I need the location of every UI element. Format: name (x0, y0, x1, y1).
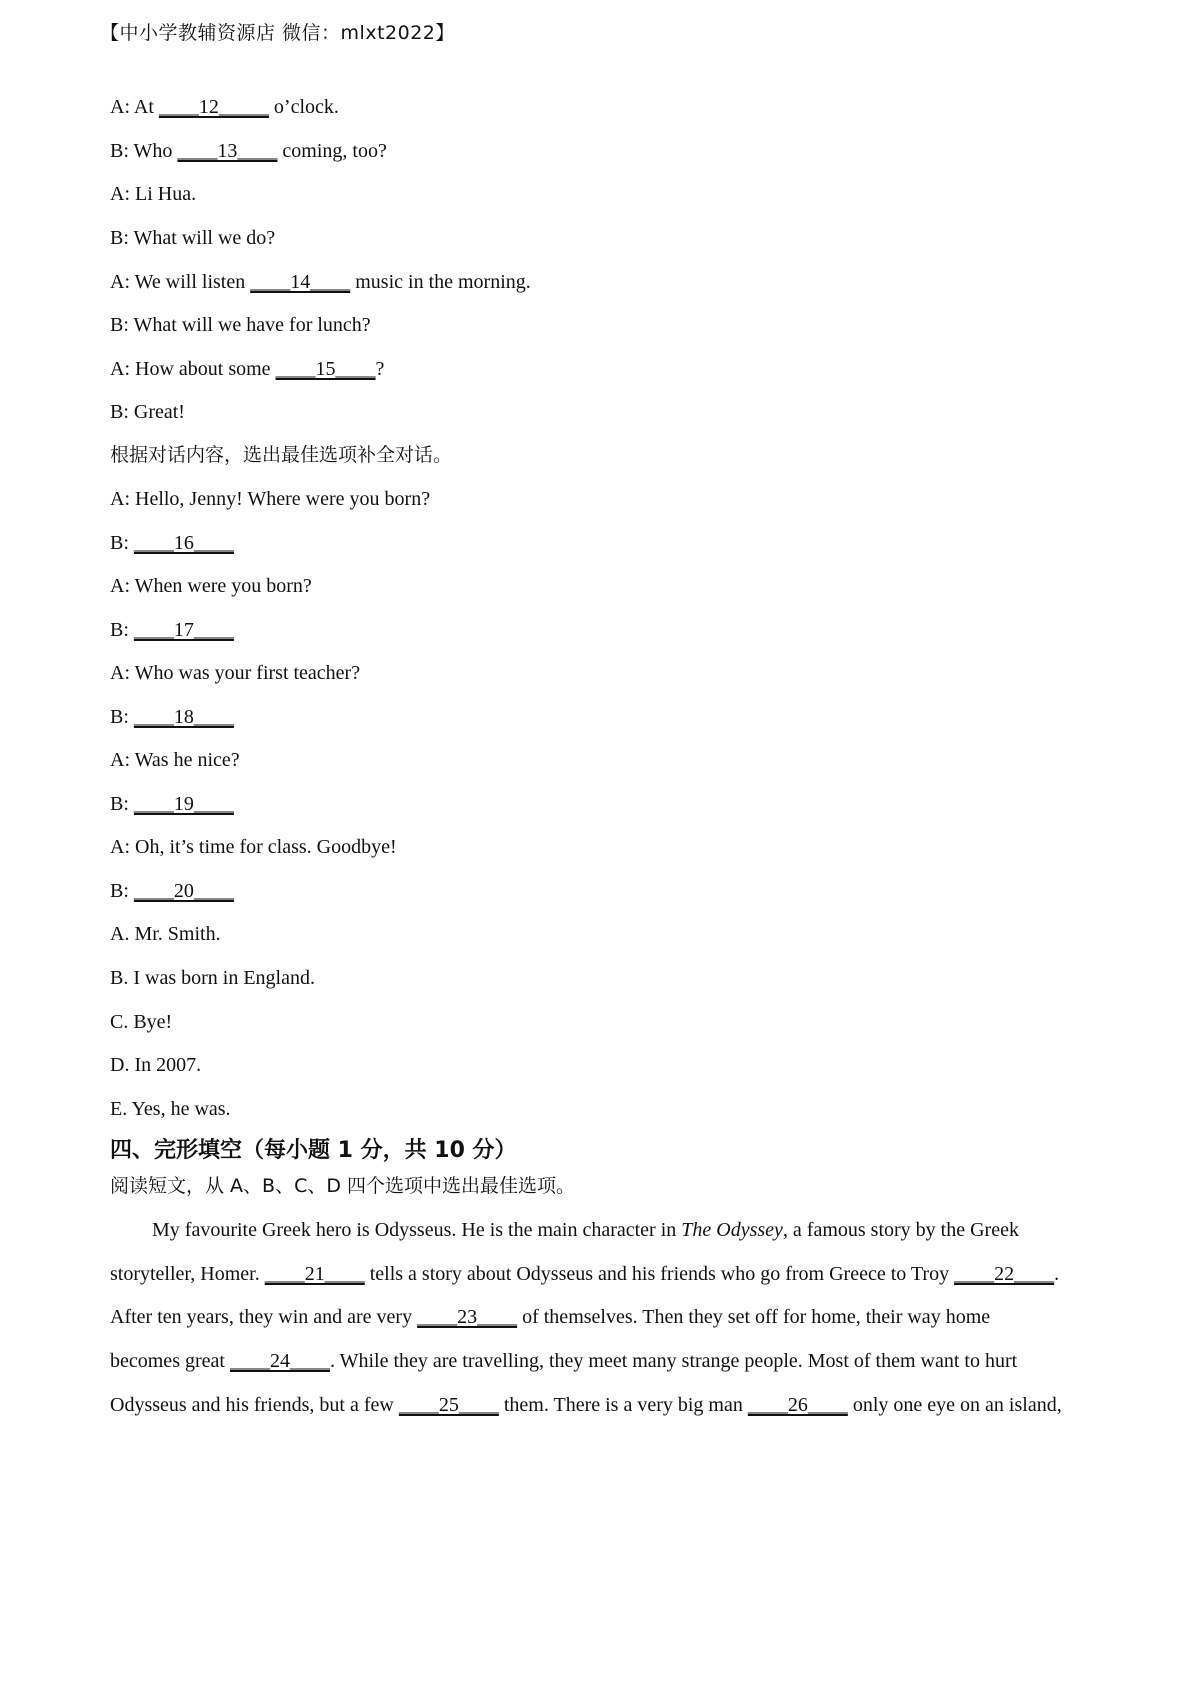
answer-blank: ____24____ (229, 1350, 330, 1372)
passage-text: of themselves. Then they set off for home, their way home (517, 1306, 991, 1328)
section-title: 四、完形填空（每小题 1 分，共 10 分） (110, 1138, 517, 1163)
answer-blank: ____25____ (398, 1394, 499, 1416)
passage-line (152, 1218, 1107, 1242)
answer-blank: ____15____ (275, 358, 376, 380)
instruction-text: 根据对话内容，选出最佳选项补全对话。 (110, 444, 453, 466)
answer-blank: ____18____ (133, 706, 234, 728)
dialogue-line (110, 182, 196, 206)
dialogue-line (110, 748, 240, 772)
line-text: coming, too? (277, 140, 387, 162)
option-item: A. Mr. Smith. (110, 923, 221, 945)
dialogue-line (110, 139, 387, 163)
line-text: A: Who was your first teacher? (110, 662, 361, 684)
option-item: E. Yes, he was. (110, 1098, 231, 1120)
passage-text: becomes great (110, 1350, 230, 1372)
line-text: A: At (110, 96, 159, 118)
dialogue-line (110, 357, 384, 381)
line-text: B: What will we do? (110, 227, 276, 249)
line-text: A: Hello, Jenny! Where were you born? (110, 488, 431, 510)
line-text: B: (110, 532, 134, 554)
line-text: B: Who (110, 140, 178, 162)
dialogue-line (110, 661, 360, 685)
passage-text: . While they are travelling, they meet many strange people. Most of them want to hurt (329, 1350, 1018, 1372)
dialogue-line (110, 226, 275, 250)
line-text: B: (110, 619, 134, 641)
passage-text: After ten years, they win and are very (110, 1306, 418, 1328)
answer-blank: ____13____ (177, 140, 278, 162)
dialogue-line (110, 574, 312, 598)
line-text: A: We will listen (110, 271, 251, 293)
answer-blank: ____23____ (417, 1306, 518, 1328)
dialogue-line (110, 531, 234, 555)
passage-text: Odysseus and his friends, but a few (110, 1394, 399, 1416)
option-item: C. Bye! (110, 1011, 173, 1033)
line-text: B: (110, 793, 134, 815)
line-text: A: When were you born? (110, 575, 312, 597)
dialogue-line (110, 835, 397, 859)
answer-blank: ____22____ (954, 1263, 1055, 1285)
dialogue-line (110, 792, 234, 816)
passage-text: , a famous story by the Greek (782, 1219, 1019, 1241)
passage-line (110, 1393, 1105, 1417)
option-item: B. I was born in England. (110, 967, 315, 989)
line-text: B: What will we have for lunch? (110, 314, 371, 336)
answer-blank: ____21____ (264, 1263, 365, 1285)
passage-text: tells a story about Odysseus and his friends who go from Greece to Troy (364, 1263, 955, 1285)
answer-blank: ____14____ (250, 271, 351, 293)
dialogue-line (110, 95, 339, 119)
line-text: o’clock. (268, 96, 339, 118)
answer-blank: ____12_____ (158, 96, 269, 118)
answer-blank: ____26____ (747, 1394, 848, 1416)
line-text: A: Li Hua. (110, 183, 197, 205)
section-instruction: 阅读短文，从 A、B、C、D 四个选项中选出最佳选项。 (110, 1175, 576, 1197)
dialogue-line (110, 313, 371, 337)
dialogue-line (110, 270, 531, 294)
answer-blank: ____20____ (133, 880, 234, 902)
line-text: A: Was he nice? (110, 749, 240, 771)
option-item: D. In 2007. (110, 1054, 202, 1076)
dialogue-line (110, 487, 430, 511)
dialogue-line (110, 618, 234, 642)
watermark: 【中小学教辅资源店 微信：mlxt2022】 (100, 22, 455, 44)
line-text: A: How about some (110, 358, 276, 380)
line-text: B: (110, 706, 134, 728)
line-text: B: (110, 880, 134, 902)
passage-text: . (1054, 1263, 1060, 1285)
passage-line (110, 1262, 1105, 1286)
passage-text: them. There is a very big man (498, 1394, 748, 1416)
answer-blank: ____16____ (133, 532, 234, 554)
passage-line (110, 1305, 1105, 1329)
dialogue-line (110, 400, 185, 424)
dialogue-line (110, 705, 234, 729)
line-text: B: Great! (110, 401, 185, 423)
line-text: ? (375, 358, 385, 380)
passage-text: only one eye on an island, (847, 1394, 1062, 1416)
book-title: The Odyssey (681, 1219, 783, 1241)
answer-blank: ____19____ (133, 793, 234, 815)
answer-blank: ____17____ (133, 619, 234, 641)
line-text: music in the morning. (350, 271, 531, 293)
passage-text: storyteller, Homer. (110, 1263, 265, 1285)
passage-text: My favourite Greek hero is Odysseus. He is the main character in (152, 1219, 682, 1241)
line-text: A: Oh, it’s time for class. Goodbye! (110, 836, 397, 858)
dialogue-line (110, 879, 234, 903)
passage-line (110, 1349, 1105, 1373)
